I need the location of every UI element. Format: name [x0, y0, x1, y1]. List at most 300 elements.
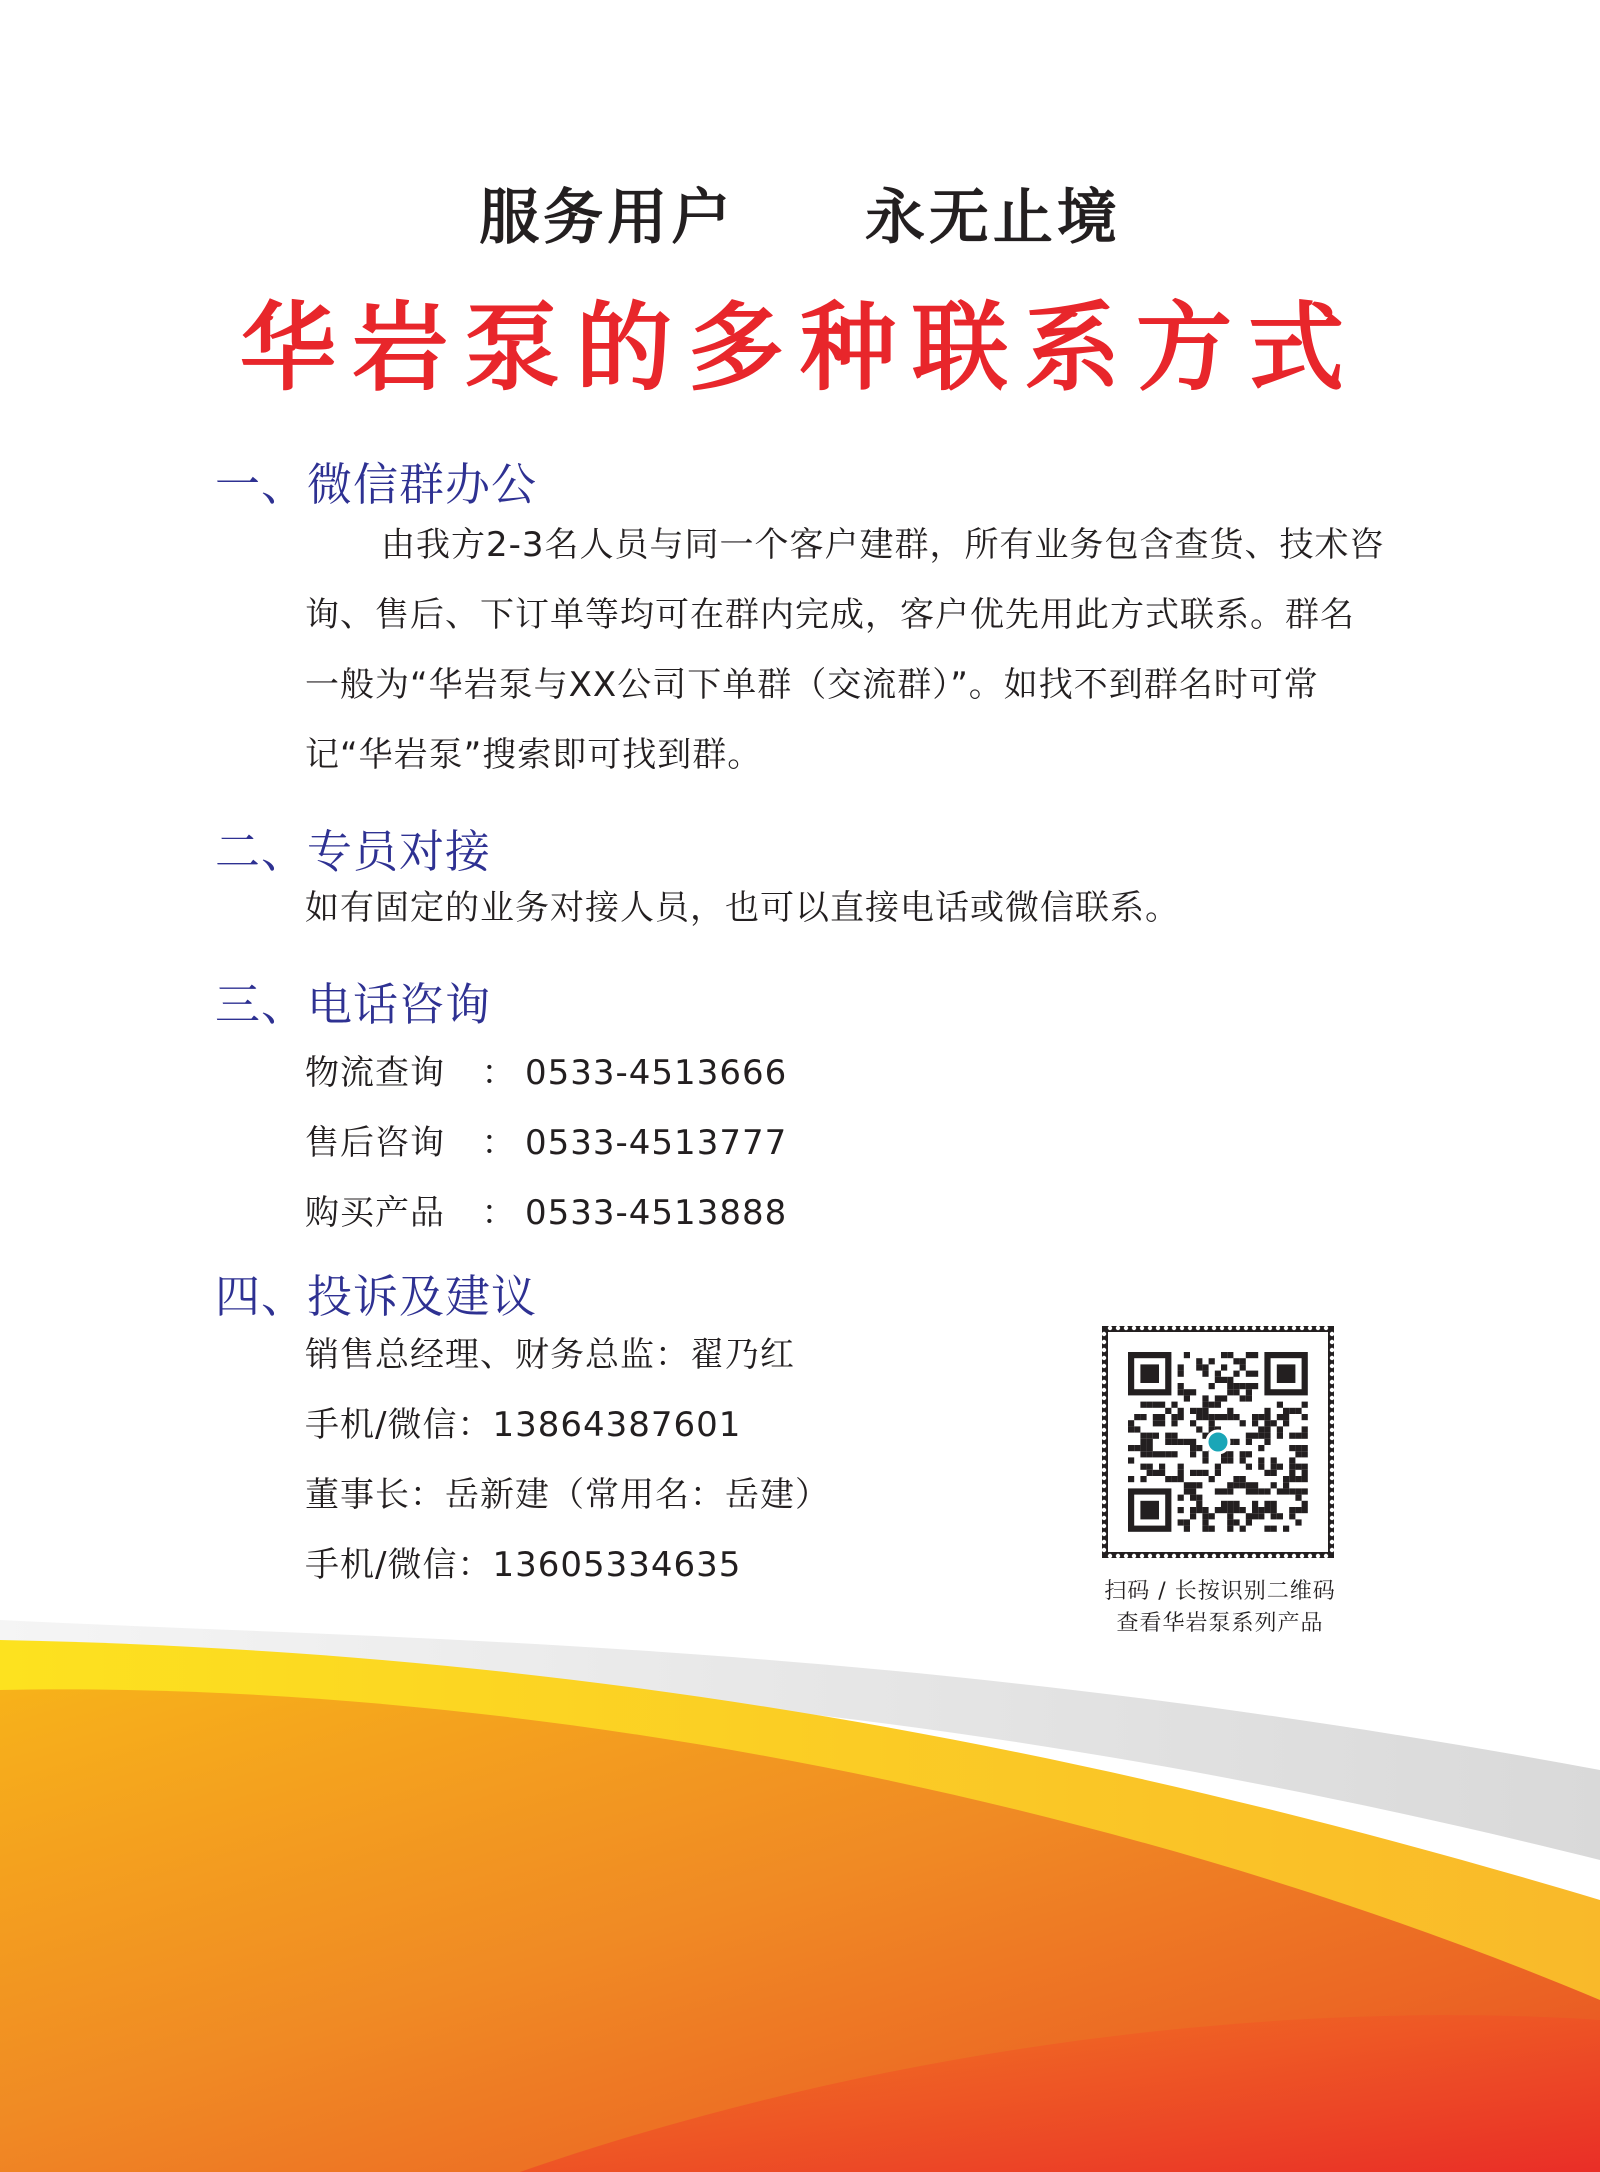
section-paragraph-dedicated-contact: 如有固定的业务对接人员，也可以直接电话或微信联系。 [305, 888, 1180, 928]
qr-module [1295, 1507, 1301, 1513]
qr-frame-perforation [1330, 1436, 1334, 1440]
qr-frame-perforation [1330, 1540, 1334, 1544]
decorative-waves [0, 1600, 1600, 2172]
qr-frame-perforation [1102, 1420, 1106, 1424]
qr-module [1128, 1476, 1134, 1482]
qr-module [1233, 1501, 1239, 1507]
qr-module [1246, 1439, 1252, 1445]
qr-module [1209, 1358, 1215, 1364]
qr-module [1171, 1451, 1177, 1457]
qr-frame-perforation [1102, 1492, 1106, 1496]
qr-module [1233, 1389, 1239, 1395]
qr-module [1302, 1433, 1308, 1439]
qr-frame-perforation [1196, 1326, 1200, 1330]
qr-module [1196, 1501, 1202, 1507]
qr-module [1227, 1501, 1233, 1507]
qr-frame-perforation [1108, 1554, 1112, 1558]
qr-module [1128, 1457, 1134, 1463]
qr-module [1215, 1507, 1221, 1513]
qr-frame-perforation [1330, 1468, 1334, 1472]
qr-module [1221, 1457, 1227, 1463]
qr-module [1209, 1414, 1215, 1420]
phone-colon: ： [481, 1193, 517, 1233]
qr-frame-perforation [1180, 1326, 1184, 1330]
qr-frame-perforation [1330, 1396, 1334, 1400]
qr-frame-perforation [1148, 1326, 1152, 1330]
qr-frame-perforation [1252, 1326, 1256, 1330]
qr-module [1202, 1408, 1208, 1414]
qr-frame-perforation [1156, 1326, 1160, 1330]
qr-module [1258, 1457, 1264, 1463]
qr-module [1196, 1445, 1202, 1451]
qr-frame-perforation [1180, 1554, 1184, 1558]
qr-module [1221, 1352, 1227, 1358]
qr-module [1209, 1420, 1215, 1426]
qr-module [1271, 1457, 1277, 1463]
qr-frame-perforation [1316, 1326, 1320, 1330]
qr-module [1196, 1507, 1202, 1513]
qr-module [1227, 1389, 1233, 1395]
qr-frame-perforation [1300, 1326, 1304, 1330]
qr-module [1302, 1451, 1308, 1457]
qr-module [1283, 1526, 1289, 1532]
qr-module [1178, 1408, 1184, 1414]
qr-frame-perforation [1330, 1516, 1334, 1520]
qr-frame-perforation [1330, 1484, 1334, 1488]
qr-module [1209, 1526, 1215, 1532]
qr-module [1171, 1402, 1177, 1408]
qr-module [1215, 1402, 1221, 1408]
qr-module [1159, 1402, 1165, 1408]
qr-frame-perforation [1102, 1356, 1106, 1360]
qr-module [1147, 1433, 1153, 1439]
qr-module [1271, 1482, 1277, 1488]
qr-module [1264, 1433, 1270, 1439]
qr-module [1246, 1451, 1252, 1457]
qr-frame-perforation [1204, 1554, 1208, 1558]
qr-module [1215, 1470, 1221, 1476]
qr-module [1240, 1358, 1246, 1364]
qr-module [1289, 1513, 1295, 1519]
qr-frame-perforation [1140, 1326, 1144, 1330]
qr-module [1246, 1389, 1252, 1395]
qr-module [1190, 1439, 1196, 1445]
qr-frame-perforation [1292, 1326, 1296, 1330]
qr-module [1134, 1426, 1140, 1432]
qr-module [1147, 1439, 1153, 1445]
qr-module [1271, 1420, 1277, 1426]
qr-module [1196, 1364, 1202, 1370]
qr-module [1202, 1414, 1208, 1420]
qr-module [1153, 1451, 1159, 1457]
qr-module [1184, 1488, 1190, 1494]
qr-frame-perforation [1116, 1554, 1120, 1558]
qr-frame-perforation [1156, 1554, 1160, 1558]
qr-module [1264, 1408, 1270, 1414]
qr-logo-icon [1207, 1431, 1229, 1453]
qr-module [1153, 1402, 1159, 1408]
phone-number: 0533-4513666 [525, 1053, 788, 1093]
qr-frame-perforation [1102, 1452, 1106, 1456]
phone-row-after-sales [305, 1115, 787, 1164]
qr-module [1209, 1383, 1215, 1389]
qr-module [1302, 1507, 1308, 1513]
qr-frame-perforation [1102, 1444, 1106, 1448]
qr-finder-core [1277, 1364, 1296, 1383]
qr-module [1289, 1408, 1295, 1414]
qr-module [1171, 1414, 1177, 1420]
qr-module [1184, 1482, 1190, 1488]
qr-frame-perforation [1102, 1364, 1106, 1368]
qr-frame-perforation [1124, 1554, 1128, 1558]
qr-module [1147, 1451, 1153, 1457]
qr-module [1289, 1476, 1295, 1482]
qr-module [1196, 1482, 1202, 1488]
qr-module [1159, 1470, 1165, 1476]
phone-label: 物流查询 [305, 1053, 445, 1093]
qr-module [1227, 1383, 1233, 1389]
qr-caption-line-1: 扫码 / 长按识别二维码 [1104, 1579, 1336, 1604]
complaint-line-sales-manager: 销售总经理、财务总监：翟乃红 [305, 1335, 795, 1375]
qr-module [1252, 1488, 1258, 1494]
qr-frame-perforation [1102, 1460, 1106, 1464]
qr-module [1252, 1420, 1258, 1426]
qr-module [1233, 1439, 1239, 1445]
qr-module [1295, 1451, 1301, 1457]
qr-frame-perforation [1330, 1460, 1334, 1464]
qr-module [1159, 1414, 1165, 1420]
qr-module [1196, 1408, 1202, 1414]
qr-module [1240, 1482, 1246, 1488]
complaint-line-chairman: 董事长：岳新建（常用名：岳建） [305, 1475, 830, 1515]
qr-module [1178, 1439, 1184, 1445]
qr-frame-perforation [1260, 1326, 1264, 1330]
qr-module [1252, 1501, 1258, 1507]
qr-module [1283, 1488, 1289, 1494]
qr-module [1171, 1439, 1177, 1445]
qr-frame-perforation [1102, 1340, 1106, 1344]
qr-frame-perforation [1236, 1326, 1240, 1330]
qr-module [1147, 1445, 1153, 1451]
qr-module [1227, 1507, 1233, 1513]
qr-module [1153, 1470, 1159, 1476]
qr-finder-core [1140, 1364, 1159, 1383]
qr-module [1140, 1451, 1146, 1457]
qr-module [1184, 1352, 1190, 1358]
qr-module [1184, 1519, 1190, 1525]
phone-label: 售后咨询 [305, 1123, 445, 1163]
qr-module [1190, 1420, 1196, 1426]
qr-module [1295, 1488, 1301, 1494]
section-heading-dedicated-contact: 二、专员对接 [215, 825, 492, 878]
qr-frame-perforation [1102, 1476, 1106, 1480]
qr-module [1283, 1476, 1289, 1482]
qr-module [1202, 1364, 1208, 1370]
qr-module [1252, 1482, 1258, 1488]
qr-frame-perforation [1330, 1492, 1334, 1496]
qr-frame-perforation [1148, 1554, 1152, 1558]
qr-frame-perforation [1330, 1412, 1334, 1416]
qr-module [1196, 1358, 1202, 1364]
qr-module [1240, 1457, 1246, 1463]
qr-frame-perforation [1324, 1326, 1328, 1330]
qr-module [1302, 1402, 1308, 1408]
qr-module [1246, 1395, 1252, 1401]
qr-module [1227, 1377, 1233, 1383]
qr-module [1302, 1501, 1308, 1507]
qr-module [1277, 1433, 1283, 1439]
qr-frame-perforation [1196, 1554, 1200, 1558]
qr-frame-perforation [1212, 1326, 1216, 1330]
qr-module [1295, 1519, 1301, 1525]
qr-module [1178, 1389, 1184, 1395]
qr-module [1240, 1395, 1246, 1401]
qr-module [1252, 1507, 1258, 1513]
qr-frame-perforation [1330, 1348, 1334, 1352]
qr-module [1140, 1445, 1146, 1451]
qr-module [1140, 1433, 1146, 1439]
qr-module [1258, 1513, 1264, 1519]
qr-module [1171, 1433, 1177, 1439]
qr-module [1258, 1433, 1264, 1439]
qr-module [1184, 1439, 1190, 1445]
qr-module [1178, 1364, 1184, 1370]
qr-module [1264, 1414, 1270, 1420]
qr-module [1246, 1352, 1252, 1358]
qr-frame-perforation [1330, 1420, 1334, 1424]
slogan: 服务用户 永无止境 [479, 183, 1121, 253]
qr-module [1295, 1495, 1301, 1501]
qr-module [1221, 1377, 1227, 1383]
qr-module [1240, 1364, 1246, 1370]
qr-frame-perforation [1316, 1554, 1320, 1558]
qr-module [1165, 1476, 1171, 1482]
qr-module [1302, 1445, 1308, 1451]
qr-frame-perforation [1324, 1554, 1328, 1558]
qr-module [1233, 1371, 1239, 1377]
qr-module [1215, 1414, 1221, 1420]
qr-module [1178, 1470, 1184, 1476]
qr-frame-perforation [1102, 1372, 1106, 1376]
qr-module [1190, 1389, 1196, 1395]
qr-module [1128, 1426, 1134, 1432]
qr-module [1202, 1402, 1208, 1408]
qr-module [1302, 1426, 1308, 1432]
qr-module [1190, 1507, 1196, 1513]
phone-number: 0533-4513888 [525, 1193, 788, 1233]
qr-module [1202, 1470, 1208, 1476]
qr-module [1128, 1420, 1134, 1426]
qr-module [1246, 1433, 1252, 1439]
qr-frame-perforation [1330, 1452, 1334, 1456]
qr-frame-perforation [1330, 1356, 1334, 1360]
qr-module [1283, 1408, 1289, 1414]
qr-frame-perforation [1188, 1554, 1192, 1558]
qr-module [1258, 1426, 1264, 1432]
qr-module [1190, 1513, 1196, 1519]
qr-module [1178, 1383, 1184, 1389]
qr-module [1295, 1408, 1301, 1414]
qr-module [1221, 1364, 1227, 1370]
qr-module [1221, 1507, 1227, 1513]
qr-frame-perforation [1244, 1554, 1248, 1558]
qr-module [1159, 1420, 1165, 1426]
qr-module [1264, 1488, 1270, 1494]
qr-module [1264, 1507, 1270, 1513]
qr-module [1134, 1414, 1140, 1420]
qr-module [1227, 1408, 1233, 1414]
qr-frame-perforation [1212, 1554, 1216, 1558]
qr-module [1233, 1383, 1239, 1389]
qr-module [1264, 1439, 1270, 1445]
qr-module [1196, 1414, 1202, 1420]
qr-module [1227, 1526, 1233, 1532]
qr-module [1246, 1371, 1252, 1377]
qr-module [1209, 1402, 1215, 1408]
complaint-line-mobile-1: 手机/微信：13864387601 [305, 1405, 742, 1445]
qr-frame-perforation [1172, 1554, 1176, 1558]
qr-frame-perforation [1102, 1524, 1106, 1528]
qr-frame-perforation [1330, 1524, 1334, 1528]
qr-module [1302, 1476, 1308, 1482]
qr-finder-core [1140, 1501, 1159, 1520]
section-heading-complaints: 四、投诉及建议 [215, 1270, 538, 1323]
section-heading-wechat-group: 一、微信群办公 [215, 458, 538, 511]
qr-module [1252, 1352, 1258, 1358]
qr-module [1252, 1383, 1258, 1389]
qr-module [1165, 1451, 1171, 1457]
qr-frame-perforation [1132, 1326, 1136, 1330]
qr-module [1277, 1464, 1283, 1470]
qr-module [1264, 1526, 1270, 1532]
qr-frame-perforation [1102, 1516, 1106, 1520]
qr-frame-perforation [1330, 1532, 1334, 1536]
qr-module [1227, 1457, 1233, 1463]
qr-module [1140, 1414, 1146, 1420]
qr-module [1134, 1445, 1140, 1451]
qr-module [1271, 1501, 1277, 1507]
qr-module [1258, 1414, 1264, 1420]
qr-module [1202, 1395, 1208, 1401]
qr-module [1295, 1476, 1301, 1482]
qr-frame-perforation [1102, 1540, 1106, 1544]
qr-module [1233, 1519, 1239, 1525]
qr-module [1227, 1414, 1233, 1420]
qr-frame-perforation [1102, 1380, 1106, 1384]
qr-module [1196, 1495, 1202, 1501]
qr-module [1277, 1488, 1283, 1494]
qr-frame-perforation [1102, 1508, 1106, 1512]
qr-frame-perforation [1268, 1326, 1272, 1330]
qr-module [1264, 1501, 1270, 1507]
qr-frame-perforation [1140, 1554, 1144, 1558]
qr-module [1165, 1439, 1171, 1445]
qr-module [1184, 1526, 1190, 1532]
qr-module [1184, 1395, 1190, 1401]
qr-module [1215, 1464, 1221, 1470]
qr-module [1233, 1482, 1239, 1488]
qr-frame-perforation [1284, 1554, 1288, 1558]
qr-module [1165, 1433, 1171, 1439]
qr-module [1227, 1482, 1233, 1488]
qr-frame-perforation [1300, 1554, 1304, 1558]
qr-module [1190, 1488, 1196, 1494]
qr-module [1277, 1426, 1283, 1432]
qr-frame-perforation [1308, 1554, 1312, 1558]
qr-frame-perforation [1164, 1554, 1168, 1558]
qr-module [1221, 1395, 1227, 1401]
qr-frame-perforation [1220, 1326, 1224, 1330]
qr-frame-perforation [1172, 1326, 1176, 1330]
qr-frame-perforation [1252, 1554, 1256, 1558]
qr-frame-perforation [1102, 1428, 1106, 1432]
qr-module [1190, 1408, 1196, 1414]
qr-module [1233, 1507, 1239, 1513]
qr-module [1209, 1513, 1215, 1519]
qr-frame-perforation [1102, 1468, 1106, 1472]
qr-module [1271, 1470, 1277, 1476]
qr-frame-perforation [1102, 1348, 1106, 1352]
qr-module [1159, 1464, 1165, 1470]
qr-module [1283, 1414, 1289, 1420]
qr-module [1202, 1519, 1208, 1525]
qr-module [1246, 1513, 1252, 1519]
qr-frame-perforation [1260, 1554, 1264, 1558]
qr-module [1252, 1433, 1258, 1439]
qr-module [1246, 1482, 1252, 1488]
qr-frame-perforation [1330, 1380, 1334, 1384]
qr-module [1190, 1495, 1196, 1501]
qr-module [1289, 1488, 1295, 1494]
qr-frame-perforation [1292, 1554, 1296, 1558]
qr-frame-perforation [1330, 1476, 1334, 1480]
qr-module [1190, 1445, 1196, 1451]
qr-module [1246, 1488, 1252, 1494]
qr-module [1277, 1513, 1283, 1519]
qr-frame-perforation [1188, 1326, 1192, 1330]
qr-module [1246, 1519, 1252, 1525]
qr-module [1190, 1451, 1196, 1457]
qr-module [1178, 1507, 1184, 1513]
qr-module [1246, 1464, 1252, 1470]
qr-frame-perforation [1244, 1326, 1248, 1330]
qr-module [1221, 1414, 1227, 1420]
qr-module [1277, 1402, 1283, 1408]
qr-module [1277, 1414, 1283, 1420]
qr-module [1283, 1420, 1289, 1426]
qr-module [1302, 1470, 1308, 1476]
qr-module [1209, 1476, 1215, 1482]
qr-frame-perforation [1330, 1444, 1334, 1448]
qr-module [1215, 1395, 1221, 1401]
qr-module [1178, 1519, 1184, 1525]
qr-frame-perforation [1228, 1326, 1232, 1330]
qr-module [1258, 1488, 1264, 1494]
qr-frame-perforation [1102, 1412, 1106, 1416]
qr-frame-perforation [1330, 1364, 1334, 1368]
qr-module [1283, 1482, 1289, 1488]
qr-module [1240, 1476, 1246, 1482]
qr-module [1271, 1507, 1277, 1513]
qr-module [1264, 1420, 1270, 1426]
qr-module [1233, 1358, 1239, 1364]
qr-module [1202, 1513, 1208, 1519]
qr-module [1264, 1470, 1270, 1476]
qr-module [1196, 1470, 1202, 1476]
qr-module [1178, 1464, 1184, 1470]
qr-module [1178, 1414, 1184, 1420]
qr-module [1271, 1513, 1277, 1519]
